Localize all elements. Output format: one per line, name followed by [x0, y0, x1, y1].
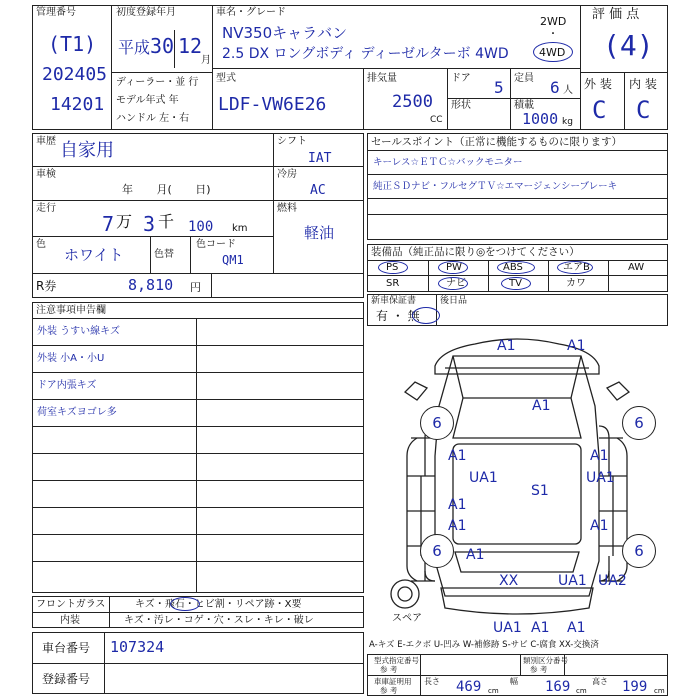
equip-ps-circle [378, 261, 408, 274]
fuel: 軽油 [304, 224, 335, 242]
equip-tv-circle [501, 277, 531, 290]
height-label: 高さ [592, 677, 608, 686]
ac-label: 冷房 [277, 169, 297, 180]
note-line-1: 外装 うすい線キズ [37, 326, 120, 337]
mark-fender-right-1: A1 [590, 448, 609, 464]
handle-label: ハンドル 左・右 [116, 113, 190, 124]
color-label: 色 [36, 239, 46, 250]
car-name-label: 車名・グレード [216, 7, 286, 18]
note-line-4: 荷室キズヨゴレ多 [37, 407, 117, 418]
exterior-grade: C [592, 96, 607, 124]
tire-rear-right-mark: 6 [622, 534, 656, 568]
capacity-label: 定員 [514, 73, 534, 84]
height-value: 199 [622, 679, 648, 695]
drive-4wd: 4WD [539, 46, 566, 59]
purpose: 自家用 [60, 140, 114, 161]
mark-roof: S1 [531, 483, 549, 499]
mark-rear-left-1: A1 [466, 547, 485, 563]
mark-door-left-1: A1 [448, 497, 467, 513]
shape-label: 形状 [451, 100, 471, 111]
mark-front-left: A1 [497, 338, 516, 354]
equip-navi: ナビ [446, 278, 466, 289]
note-line-3: ドア内張キズ [37, 380, 97, 391]
displacement-unit: CC [430, 115, 443, 125]
warranty-none-circle [412, 307, 440, 324]
glass-text: キズ・飛石・ヒビ割・リペア跡・X要 [135, 599, 302, 610]
glass-label: フロントガラス [36, 599, 106, 610]
mark-back-ua2: UA2 [598, 573, 627, 589]
equip-pw-circle [438, 261, 468, 274]
spare-label: スペア [392, 613, 422, 624]
type-ref-label: 参 考 [380, 665, 398, 674]
width-unit: cm [576, 687, 587, 695]
mark-rear-bottom-3: A1 [567, 620, 586, 636]
mark-door-left-2: A1 [448, 518, 467, 534]
equip-ps: PS [386, 262, 399, 273]
first-reg-era: 平成 [118, 38, 151, 57]
type-no-label: 型式指定番号 [374, 656, 419, 665]
tire-rear-left-mark: 6 [420, 534, 454, 568]
mark-back-xx: XX [499, 573, 519, 589]
length-label: 長さ [424, 677, 440, 686]
equip-abs-circle [497, 261, 535, 274]
recycle: 8,810 [128, 276, 174, 294]
cert-label: 車庫証明用 [374, 677, 412, 686]
shift-label: シフト [277, 136, 307, 147]
mileage-sen-unit: 千 [158, 212, 175, 231]
mgmt-no-2: 14201 [50, 94, 105, 115]
equip-airbag: エアB [563, 262, 590, 273]
drive-dot: ・ [548, 29, 558, 40]
mgmt-code: (T1) [48, 32, 97, 56]
sales-points-title: セールスポイント（正常に機能するものに限ります） [371, 136, 623, 148]
equip-tv: TV [509, 278, 522, 289]
color: ホワイト [64, 246, 124, 264]
fuel-label: 燃料 [277, 203, 297, 214]
length-unit: cm [488, 687, 499, 695]
glass-chip-circle [170, 597, 200, 611]
cert-ref-label: 参 考 [380, 686, 398, 695]
mileage-sen: 3 [143, 212, 156, 236]
notes-title: 注意事項申告欄 [36, 305, 106, 316]
inspection-label: 車検 [36, 169, 56, 180]
mark-front-right: A1 [567, 338, 586, 354]
doors: 5 [494, 78, 504, 97]
equip-airbag-circle [557, 261, 593, 274]
equip-sr: SR [386, 278, 400, 289]
color-code: QM1 [222, 253, 244, 267]
doors-label: ドア [451, 73, 471, 84]
color-code-label: 色コード [196, 239, 236, 250]
equipment-title: 装備品（純正品に限り◎をつけてください） [371, 246, 580, 258]
interior-grade: C [636, 96, 651, 124]
width-value: 169 [545, 679, 571, 695]
mgmt-no-1: 202405 [42, 64, 108, 85]
tire-front-right-mark: 6 [622, 406, 656, 440]
sales-point-2: 純正ＳＤナビ・フルセグＴＶ☆エマージェンシーブレーキ [373, 181, 618, 192]
interior-label: 内 装 [629, 77, 657, 91]
mark-fender-left-2: UA1 [469, 470, 498, 486]
chassis-value: 107324 [110, 638, 165, 656]
equip-navi-circle [438, 277, 468, 290]
mark-rear-bottom-2: A1 [531, 620, 550, 636]
displacement: 2500 [392, 92, 433, 112]
car-name-line1: NV350キャラバン [222, 24, 348, 42]
model-code: LDF-VW6E26 [218, 94, 327, 115]
shift: IAT [308, 151, 332, 166]
equip-aw: AW [628, 262, 645, 273]
length-value: 469 [456, 679, 482, 695]
displacement-label: 排気量 [367, 73, 397, 84]
legend-text: A-キズ E-エクボ U-凹み W-補修跡 S-サビ C-腐食 XX-交換済 [369, 640, 599, 650]
equip-leather: カワ [566, 278, 586, 289]
capacity: 6 [550, 78, 560, 97]
car-name-line2: 2.5 DX ロングボディ ディーゼルターボ 4WD [222, 46, 509, 62]
capacity-unit: 人 [563, 85, 573, 96]
mileage-man-unit: 万 [116, 212, 133, 231]
first-reg-year: 30 [150, 34, 175, 58]
warranty-value: 有 ・ 無 [376, 309, 420, 323]
height-unit: cm [654, 687, 665, 695]
mark-door-right-1: A1 [590, 518, 609, 534]
chassis-label: 車台番号 [42, 641, 91, 655]
recycle-label: R券 [36, 279, 57, 293]
tire-front-left-mark: 6 [420, 406, 454, 440]
class-no-label: 類別区分番号 [523, 656, 568, 665]
mileage-label: 走行 [36, 203, 56, 214]
mileage-hyaku: 100 [188, 219, 214, 235]
mileage-unit: km [232, 223, 248, 234]
car-diagram [367, 326, 668, 636]
registration-no-label: 登録番号 [42, 672, 91, 686]
load: 1000 [522, 110, 559, 128]
purpose-label: 車歴 [36, 136, 56, 147]
first-reg-month-unit: 月 [201, 55, 211, 66]
mark-fender-right-2: UA1 [586, 470, 615, 486]
mileage-man: 7 [102, 212, 115, 236]
exterior-label: 外 装 [584, 77, 612, 91]
interior-cond-text: キズ・汚レ・コゲ・穴・スレ・キレ・破レ [124, 615, 314, 626]
color-change-label: 色替 [154, 249, 174, 260]
load-label: 積載 [514, 100, 534, 111]
warranty-label: 新車保証書 [371, 296, 417, 306]
rating: (4) [603, 29, 654, 62]
warranty-after-label: 後日品 [440, 296, 468, 306]
mark-fender-left-1: A1 [448, 448, 467, 464]
ac: AC [310, 183, 326, 198]
drive-2wd: 2WD [540, 15, 567, 28]
recycle-unit: 円 [190, 281, 201, 294]
width-label: 幅 [510, 677, 518, 686]
first-reg-label: 初度登録年月 [116, 7, 176, 18]
model-year-label: モデル年式 年 [116, 95, 179, 106]
class-ref-label: 参 考 [530, 665, 548, 674]
dealer-label: ディーラー・並 行 [116, 77, 199, 88]
sales-point-1: キーレス☆ＥＴＣ☆バックモニター [373, 157, 523, 168]
mgmt-no-label: 管理番号 [36, 7, 76, 18]
equip-abs: ABS [503, 262, 523, 273]
first-reg-month: 12 [178, 34, 203, 58]
rating-label: 評 価 点 [592, 7, 640, 22]
mark-rear-bottom-1: UA1 [493, 620, 522, 636]
mark-back-ua1: UA1 [558, 573, 587, 589]
mark-hood: A1 [532, 398, 551, 414]
interior-cond-label: 内装 [60, 615, 80, 626]
equip-pw: PW [446, 262, 462, 273]
model-code-label: 型式 [216, 73, 236, 84]
inspection-value: 年 月( 日) [122, 183, 211, 196]
note-line-2: 外装 小A・小U [37, 353, 105, 364]
load-unit: kg [562, 117, 573, 127]
drive-4wd-circle [533, 42, 573, 62]
